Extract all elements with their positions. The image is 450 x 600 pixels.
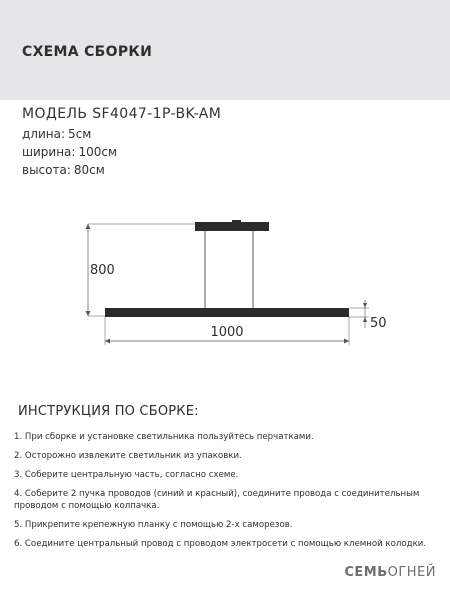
model-name: МОДЕЛЬ SF4047-1P-BK-AM (22, 106, 222, 122)
height-label: 800 (90, 263, 115, 278)
list-item: 1. При сборке и установке светильника пользуйтесь перчатками. (14, 432, 314, 442)
spec-width (22, 145, 117, 159)
list-item: 2. Осторожно извлеките светильник из упаковки. (14, 451, 242, 461)
instructions-list (14, 432, 446, 558)
instructions-title: ИНСТРУКЦИЯ ПО СБОРКЕ: (18, 404, 199, 419)
list-item: 6. Соедините центральный провод с проводом электросети с помощью клемной колодки. (14, 538, 427, 549)
brand-part1: СЕМЬ (344, 565, 388, 580)
spec-label: ширина: (22, 145, 76, 159)
depth-label: 50 (370, 316, 387, 331)
list-item: 3. Соберите центральную часть, согласно схеме. (14, 470, 239, 480)
lamp-body (105, 308, 349, 317)
canopy-cap (232, 220, 241, 224)
spec-label: длина: (22, 127, 66, 141)
header-band (0, 0, 450, 100)
brand-part2: ОГНЕЙ (387, 565, 436, 580)
assembly-diagram (0, 200, 450, 360)
list-item: 5. Прикрепите крепежную планку с помощью 2-х саморезов. (14, 519, 293, 530)
spec-length (22, 127, 91, 141)
list-item: 4. Соберите 2 пучка проводов (синий и красный), соедините провода с соединительным проводом с помощью колпачка. (14, 489, 420, 511)
spec-value: 80см (73, 163, 105, 177)
spec-height (22, 163, 105, 177)
page-title: СХЕМА СБОРКИ (22, 44, 153, 60)
spec-value: 5см (68, 127, 92, 141)
brand-logo (344, 565, 436, 580)
spec-value: 100см (78, 145, 117, 159)
width-label: 1000 (210, 325, 244, 340)
spec-label: высота: (22, 163, 71, 177)
